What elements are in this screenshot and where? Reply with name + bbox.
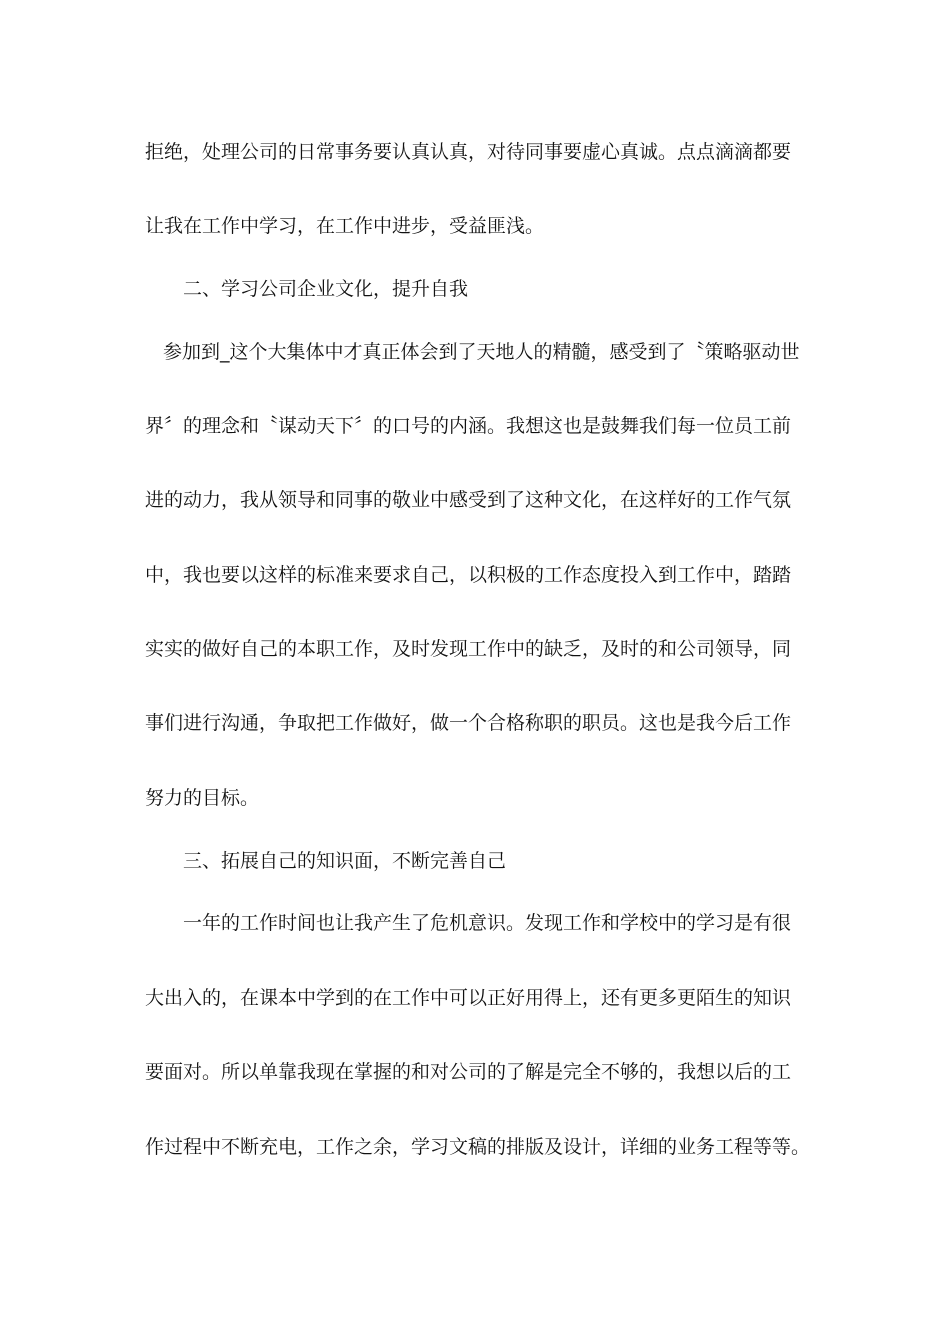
text-line: 进的动力，我从领导和同事的敬业中感受到了这种文化，在这样好的工作气氛 [145, 489, 792, 511]
text-line: 让我在工作中学习，在工作中进步，受益匪浅。 [145, 215, 545, 237]
text-line: 界〞的理念和〝谋动天下〞的口号的内涵。我想这也是鼓舞我们每一位员工前 [145, 415, 792, 437]
text-line: 事们进行沟通，争取把工作做好，做一个合格称职的职员。这也是我今后工作 [145, 712, 792, 734]
section-heading: 三、拓展自己的知识面，不断完善自己 [183, 850, 507, 872]
text-line: 拒绝，处理公司的日常事务要认真认真，对待同事要虚心真诚。点点滴滴都要 [145, 141, 792, 163]
text-line: 作过程中不断充电，工作之余，学习文稿的排版及设计，详细的业务工程等等。 [145, 1136, 811, 1158]
text-line: 一年的工作时间也让我产生了危机意识。发现工作和学校中的学习是有很 [183, 912, 792, 934]
text-line: 实实的做好自己的本职工作，及时发现工作中的缺乏，及时的和公司领导，同 [145, 638, 792, 660]
text-line: 努力的目标。 [145, 787, 260, 809]
text-line: 要面对。所以单靠我现在掌握的和对公司的了解是完全不够的，我想以后的工 [145, 1061, 792, 1083]
text-line: 大出入的，在课本中学到的在工作中可以正好用得上，还有更多更陌生的知识 [145, 987, 792, 1009]
section-heading: 二、学习公司企业文化，提升自我 [183, 278, 469, 300]
text-line: 参加到_这个大集体中才真正体会到了天地人的精髓，感受到了〝策略驱动世 [163, 341, 800, 363]
text-line: 中，我也要以这样的标准来要求自己，以积极的工作态度投入到工作中，踏踏 [145, 564, 792, 586]
